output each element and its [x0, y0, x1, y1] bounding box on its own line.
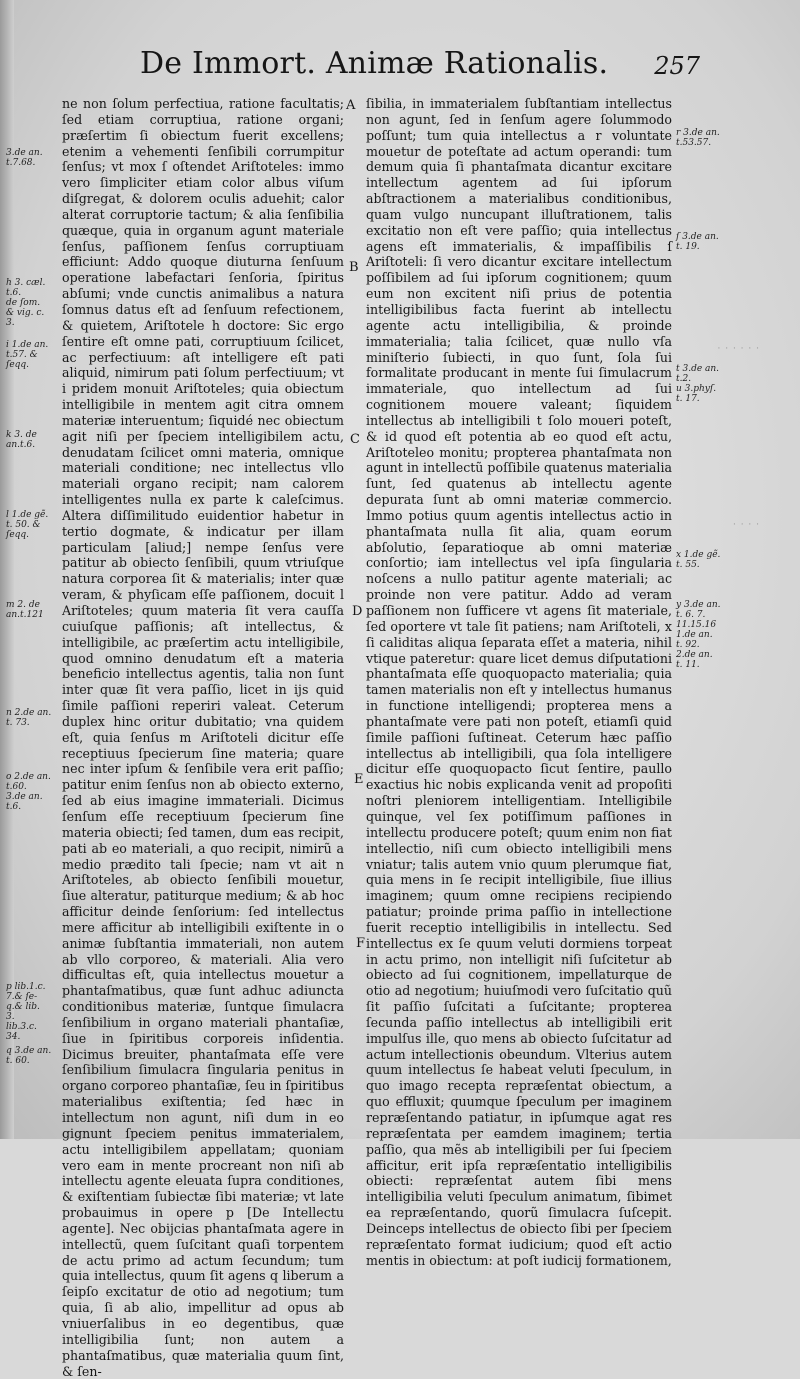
margin-note-left: i 1.de an. t.57. & ſeqq.: [6, 340, 49, 370]
running-title: De Immort. Animæ Rationalis.: [140, 46, 609, 81]
left-column: [62, 96, 345, 1379]
show-through-mark: · · · ·: [732, 520, 760, 530]
margin-note-right: r 3.de an. t.53.57.: [676, 128, 720, 148]
show-through-mark: · · · · · ·: [717, 344, 760, 354]
margin-note-right: ſ 3.de an. t. 19.: [676, 232, 719, 252]
margin-note-right: y 3.de an. t. 6. 7. 11.15.16 1.de an. t. 92. 2.de an. t. 11.: [676, 600, 721, 670]
left-column-text: ne non ſolum perfectiua, ratione facultatis; ſed etiam corruptiua, ratione organi; præſertim ſi obiectum fuerit excellens; etenim a vehementi ſenſibili corrumpitur ſenſus; vt mox ſ oſtendet Ariſtoteles: immo vero ſimpliciter etiam color albus viſum diſgregat, & dolorem oculis aduehit; calor alterat corruptorie tactum; & alia ſenſibilia quæque, quia in organum agunt materiale ſenſus, paſſionem ſenſus corruptiuam efficiunt: Addo quoque diuturna ſenſuum operatione labefactari ſenſoria, ſpiritus abſumi; vnde cunctis animalibus a natura ſomnus datus eſt ad ſenſuum refectionem, & quietem, Ariſtotele h doctore: Sic ergo ſentire eſt omne pati, corruptiuum ſcilicet, ac perfectiuum: aſt intelligere eſt pati aliquid, nimirum pati ſolum perfectiuum; vt i pridem monuit Ariſtoteles; quia obiectum intelligibile in mentem agit citra omnem materiæ interuentum; ſiquidé nec obiectum agit niſi per ſpeciem intelligibilem actu, denudatam ſcilicet omni materia, omnique materiali conditione; nec intellectus vllo materiali organo recipit; nam calorem intelligentes nulla ex parte k caleſcimus. Altera diſſimilitudo euidentior habetur in tertio dogmate, & indicatur per illam particulam [aliud;] nempe ſenſus vere patitur ab obiecto ſenſibili, quum vtriuſque natura corporea ſit & materialis; inter quæ veram, & phyſicam eſſe paſſionem, docuit l Ariſtoteles; quum materia ſit vera cauſſa cuiuſque paſſionis; aſt intellectus, & intelligibile, ac præſertim actu intelligibile, quod omnino denudatum eſt a materia beneficio intellectus agentis, talia non ſunt inter quæ ſit vera paſſio, licet in ijs quid ſimile paſſioni reperiri valeat. Ceterum duplex hinc oritur dubitatio; vna quidem eſt, quia ſenſus m Ariſtoteli dicitur eſſe receptiuus ſpecierum ſine materia; quare nec inter ipſum & ſenſibile vera erit paſſio; patitur enim ſenſus non ab obiecto externo, ſed ab eius imagine immateriali. Dicimus ſenſum eſſe receptiuum ſpecierum ſine materia obiecti; ſed tamen, dum eas recipit, pati ab eo materiali, a quo recipit, nimirũ a medio prædito tali ſpecie; nam vt ait n Ariſtoteles, ab obiecto ſenſibili mouetur, ſiue alteratur, patiturque medium; & ab hoc afficitur deinde ſenſorium: ſed intellectus mere afficitur ab intelligibili exiſtente in o animæ ſubſtantia immateriali, non autem ab vllo corporeo, & materiali. Alia vero difficultas eſt, quia intellectus mouetur a phantaſmatibus, quæ ſunt adhuc adiuncta conditionibus materiæ, ſuntque ſimulacra ſenſibilium in organo materiali phantaſiæ, ſiue in ſpiritibus corporeis inſidentia. Dicimus breuiter, phantaſmata eſſe vere ſenſibilium ſimulacra ſingularia penitus in organo corporeo phantaſiæ, ſeu in ſpiritibus materialibus exiſtentia; ſed hæc in intellectum non agunt, niſi dum in eo gignunt ſpeciem penitus immaterialem, actu intelligibilem appellatam; quoniam vero eam in mente procreant non niſi ab intellectu agente eleuata ſupra conditiones, & exiſtentiam ſubiectæ ſibi materiæ; vt late probauimus in opere p [De Intellectu agente]. Nec obijcias phantaſmata agere in intellectũ, quem ſuſcitant quaſi torpentem de actu primo ad actum ſecundum; tum quia intellectus, quum ſit agens q liberum a ſeipſo excitatur de otio ad negotium; tum quia, ſi ab alio, impellitur ad opus ab vniuerſalibus in eo degentibus, quæ intelligibilia ſunt; non autem a phantaſmatibus, quæ materialia quum ſint, & ſen-: [62, 96, 345, 1379]
margin-note-left: h 3. cæl. t.6. de ſom. & vig. c. 3.: [6, 278, 46, 328]
gutter-letter-b: B: [349, 260, 359, 275]
margin-note-left: 3.de an. t.7.68.: [6, 148, 43, 168]
margin-note-left: q 3.de an. t. 60.: [6, 1046, 52, 1066]
margin-note-left: p lib.1.c. 7.& ſe- q.& lib. 3. lib.3.c. 34.: [6, 982, 46, 1042]
gutter-letter-c: C: [350, 432, 360, 447]
gutter-letter-a: A: [346, 98, 356, 113]
page-header: [140, 46, 700, 90]
gutter-letter-e: E: [354, 772, 364, 787]
margin-note-left: l 1.de gẽ. t. 50. & ſeqq.: [6, 510, 49, 540]
right-column: [366, 96, 672, 1268]
margin-note-left: m 2. de an.t.121: [6, 600, 44, 620]
gutter-letter-f: F: [356, 936, 366, 951]
margin-note-left: n 2.de an. t. 73.: [6, 708, 52, 728]
margin-note-left: o 2.de an. t.60. 3.de an. t.6.: [6, 772, 51, 812]
right-column-text: ſibilia, in immaterialem ſubſtantiam intellectus non agunt, ſed in ſenſum agere ſolummodo poſſunt; tum quia intellectus a r voluntate mouetur de poteſtate ad actum operandi: tum demum quia ſi phantaſmata dicantur excitare intellectum agentem ad ſui ipſorum abſtractionem a materialibus conditionibus, quam vulgo nuncupant illuſtrationem, talis excitatio non eſt vere paſſio; quia intellectus agens eſt immaterialis, & impaſſibilis ſ Ariſtoteli: ſi vero dicantur excitare intellectum poſſibilem ad ſui ipſorum cognitionem; quum eum non excitent niſi prius de potentia intelligibilibus facta fuerint ab intellectu agente actu intelligibilia, & proinde immaterialia; talia ſcilicet, quæ nullo vſa miniſterio ſubiecti, in quo ſunt, ſola ſui formalitate producant in mente ſui ſimulacrum immateriale, quo intellectum ad ſui cognitionem mouere valeant; ſiquidem intellectus ab intelligibili t ſolo moueri poteſt, & id quod eſt potentia ab eo quod eſt actu, Ariſtoteleo monitu; propterea phantaſmata non agunt in intellectũ poſſibile quatenus materialia ſunt, ſed quatenus ab intellectu agente depurata ſunt ab omni materiæ commercio. Immo potius quum agentis intellectus actio in phantaſmata nulla ſit alia, quam eorum abſolutio, ſeparatioque ab omni materiæ conſortio; iam intellectus vel ipſa ſingularia noſcens a nullo patitur agente materiali; ac proinde non vere patitur. Addo ad veram paſſionem non ſufficere vt agens ſit materiale, ſed oportere vt tale ſit patiens; nam Ariſtoteli, x ſi caliditas aliqua ſeparata eſſet a materia, nihil vtique pateretur: quare licet demus diſputationi phantaſmata eſſe quoquopacto materialia; quia tamen materialis non eſt y intellectus humanus in functione intelligendi; propterea mens a phantaſmate vere pati non poteſt, etiamſi quid ſimile paſſioni ſuſtineat. Ceterum hæc paſſio intellectus ab intelligibili, qua ſola intelligere dicitur eſſe quoquopacto ſicut ſentire, paullo exactius hic nobis explicanda venit ad propoſiti noſtri pleniorem intelligentiam. Intelligibile quinque, vel ſex potiſſimum paſſiones in intellectu producere poteſt; quum enim non fiat intellectio, niſi cum obiecto intelligibili mens vniatur; talis autem vnio quum plerumque fiat, quia mens in ſe recipit intelligibile, ſiue illius imaginem; quum omne recipiens recipiendo patiatur; proinde prima paſſio in intellectione fuerit receptio intelligibilis in intellectu. Sed intellectus ex ſe quum veluti dormiens torpeat in actu primo, non intelligit niſi ſuſcitetur ab obiecto ad ſui cognitionem, impellaturque de otio ad negotium; huiuſmodi vero ſuſcitatio quũ ſit paſſio ſuſcitati a ſuſcitante; propterea ſecunda paſſio intellectus ab intelligibili erit impulſus ille, quo mens ab obiecto ſuſcitatur ad actum intellectionis obeundum. Vlterius autem quum intellectus ſe habeat veluti ſpeculum, in quo imago recepta repræſentat obiectum, a quo effluxit; quumque ſpeculum per imaginem repræſentando patiatur, in ipſumque agat res repræſentata per eamdem imaginem; tertia paſſio, qua mẽs ab intelligibili per ſui ſpeciem afficitur, erit ipſa repræſentatio intelligibilis obiecti: repræſentat autem ſibi mens intelligibilia veluti ſpeculum animatum, ſibimet ea repræſentando, quorũ ſimulacra ſuſcepit. Deinceps intellectus de obiecto ſibi per ſpeciem repræſentato format iudicium; quod eſt actio mentis in obiectum: at poſt iudicij formationem,: [366, 96, 672, 1268]
margin-note-left: k 3. de an.t.6.: [6, 430, 37, 450]
page-binding-shadow: [0, 0, 14, 1139]
margin-note-right: t 3.de an. t.2. u 3.phyſ. t. 17.: [676, 364, 720, 404]
margin-note-right: x 1.de gẽ. t. 55.: [676, 550, 721, 570]
page-number: 257: [654, 52, 700, 80]
gutter-letter-d: D: [352, 604, 363, 619]
